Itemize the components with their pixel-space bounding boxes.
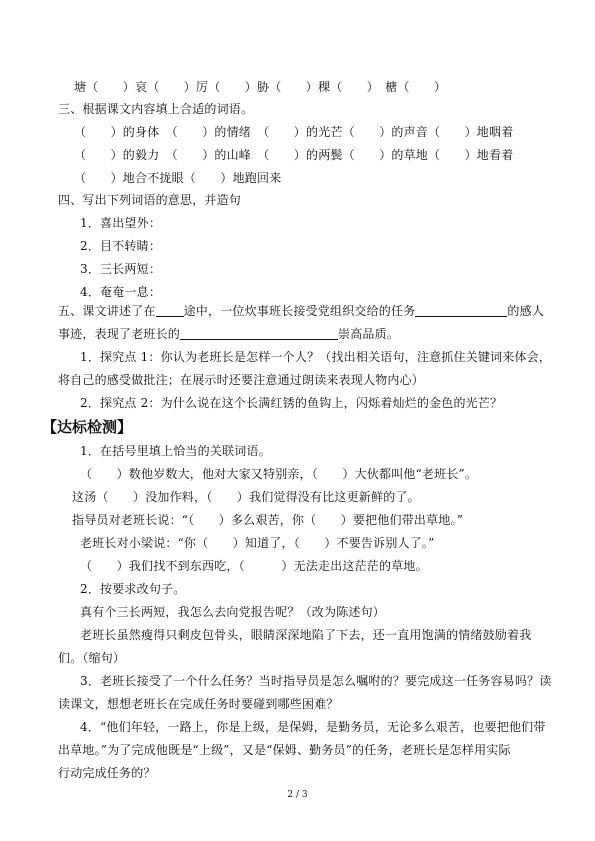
fill-blank [156, 304, 184, 317]
question-3-row-1: （ ）的身体 （ ）的情绪 （ ）的光芒（ ）的声音（ ）地咽着 [74, 125, 514, 139]
question-4-item-2: 2．目不转睛： [80, 239, 162, 253]
explore-point-2: 2．探究点 2：为什么说在这个长满红锈的鱼钩上，闪烁着灿烂的金色的光芒？ [80, 396, 503, 410]
test-q2-line-3: 们。（缩句） [58, 651, 126, 665]
question-5-text-d: 事迹，表现了老班长的 [58, 327, 181, 341]
test-q1-line-2: 这汤（ ）没加作料，（ ）我们觉得没有比这更新鲜的了。 [72, 490, 420, 504]
test-q3-line-2: 读课文，想想老班长在完成任务时要碰到哪些困难？ [58, 697, 339, 711]
test-q2-line-1: 真有个三长两短，我怎么去向党报告呢？（改为陈述句） [80, 605, 386, 619]
question-3-row-2: （ ）的毅力 （ ）的山峰 （ ）的两鬓（ ）的草地（ ）地看着 [74, 148, 514, 162]
test-q2: 2．按要求改句子。 [80, 582, 186, 596]
explore-point-1-line-2: 将自己的感受做批注；在展示时还要注意通过朗读来表现人物内心） [58, 373, 425, 387]
question-5-text-b: 途中，一位炊事班长接受党组织交给的任务 [183, 304, 416, 318]
test-q1-line-1: （ ）数他岁数大，他对大家又特别亲，（ ）大伙都叫他“老班长”。 [80, 467, 478, 481]
fill-blank [180, 327, 338, 340]
test-q1-line-3: 指导员对老班长说：“（ ）多么艰苦，你（ ）要把他们带出草地。” [72, 513, 464, 527]
test-q1: 1．在括号里填上恰当的关联词语。 [80, 444, 271, 458]
explore-point-1-line-1: 1．探究点 1：你认为老班长是怎样一个人？（找出相关语句，注意抓住关键词来体会， [80, 350, 552, 364]
question-3-title: 三、根据课文内容填上合适的词语。 [58, 102, 254, 116]
test-q1-line-4: 老班长对小梁说：“你（ ）知道了，（ ）不要告诉别人了。” [80, 536, 435, 550]
question-5-text-c: 的感人 [507, 304, 545, 318]
section-title-test: 【达标检测】 [42, 418, 133, 436]
fill-blank [415, 304, 507, 317]
test-q4-line-2: 出草地。”为了完成他既是“上级”，又是“保姆、勤务员”的任务，老班长是怎样用实际 [58, 743, 511, 757]
question-3-row-3: （ ）地合不拢眼（ ）地跑回来 [74, 171, 282, 185]
char-fill-line: 塘（ ）哀（ ）厉（ ）胁（ ）稞（ ） 榶（ ） [74, 80, 447, 94]
question-5-line-1 [58, 303, 544, 319]
test-q2-line-2: 老班长虽然瘦得只剩皮包骨头，眼睛深深地陷了下去，还一直用饱满的情绪鼓励着我 [80, 628, 532, 642]
test-q3-line-1: 3．老班长接受了一个什么任务？当时指导员是怎么嘱咐的？要完成这一任务容易吗？读 [80, 674, 552, 688]
test-q4-line-3: 行动完成任务的？ [58, 766, 156, 780]
test-q1-line-5: （ ）我们找不到东西吃，（ ）无法走出这茫茫的草地。 [80, 559, 428, 573]
test-q4-line-1: 4．“他们年轻，一路上，你是上级，是保姆，是勤务员，无论多么艰苦，也要把他们带 [80, 720, 546, 734]
question-5-line-2 [58, 326, 399, 342]
question-5-text-e: 崇高品质。 [338, 327, 400, 341]
question-5-text-a: 五、课文讲述了在 [58, 304, 156, 318]
question-4-item-1: 1．喜出望外： [80, 216, 162, 230]
question-4-item-3: 3．三长两短： [80, 262, 162, 276]
question-4-title: 四、写出下列词语的意思，并造句 [58, 193, 242, 207]
question-4-item-4: 4．奄奄一息： [80, 285, 162, 299]
page-number: 2 / 3 [287, 790, 308, 800]
